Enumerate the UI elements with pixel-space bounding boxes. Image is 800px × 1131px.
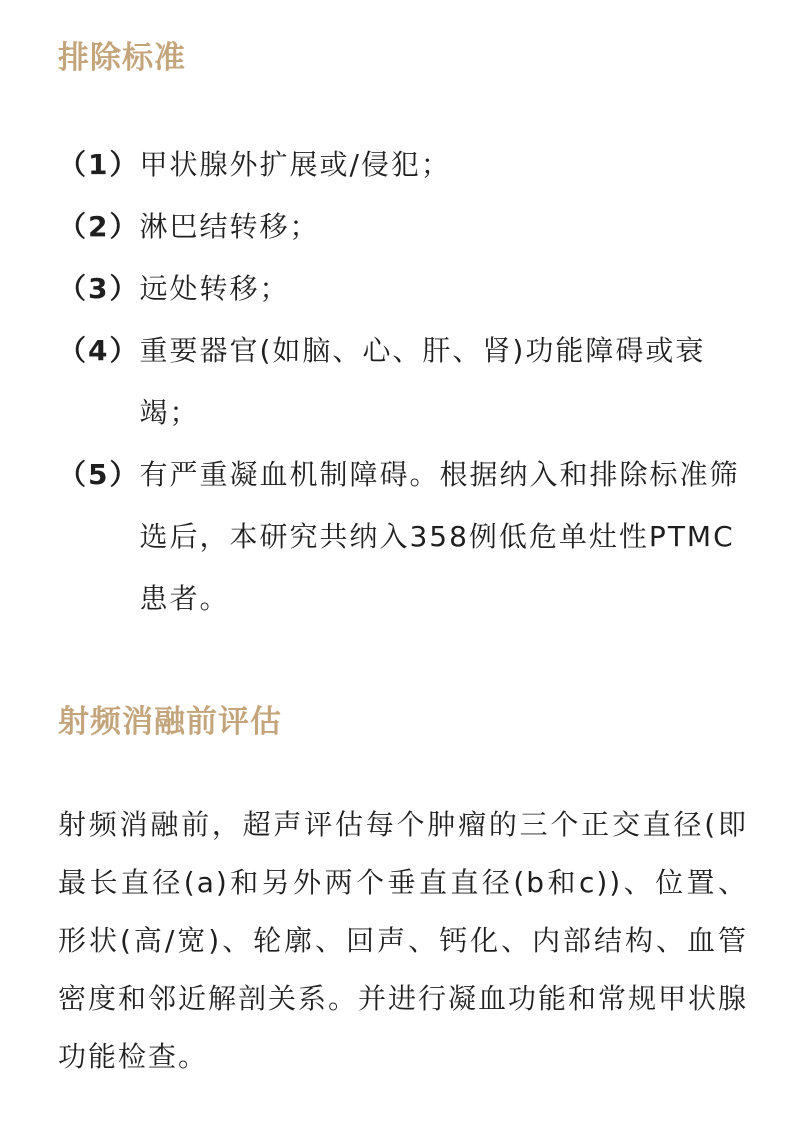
list-item-number: （1） <box>58 148 140 181</box>
list-item-text: 重要器官(如脑、心、肝、肾)功能障碍或衰竭； <box>139 334 706 429</box>
exclusion-criteria-list <box>58 134 748 630</box>
list-item <box>58 196 748 258</box>
list-item-number: （4） <box>58 334 140 367</box>
list-item-text: 淋巴结转移； <box>139 210 320 243</box>
section-title-pre-ablation-assessment: 射频消融前评估 <box>58 704 282 740</box>
list-item-text: 有严重凝血机制障碍。根据纳入和排除标准筛选后，本研究共纳入358例低危单灶性PTMC患者。 <box>139 458 740 615</box>
list-item-number: （3） <box>58 272 140 305</box>
list-item-number: （2） <box>58 210 140 243</box>
list-item-text: 甲状腺外扩展或/侵犯； <box>139 148 451 181</box>
list-item-text: 远处转移； <box>139 272 290 305</box>
list-item <box>58 258 748 320</box>
pre-ablation-paragraph: 射频消融前，超声评估每个肿瘤的三个正交直径(即最长直径(a)和另外两个垂直直径(b和c))、位置、形状(高/宽)、轮廓、回声、钙化、内部结构、血管密度和邻近解剖关系。并进行凝血功能和常规甲状腺功能检查。 <box>58 808 749 1073</box>
section-title-exclusion-criteria: 排除标准 <box>58 40 186 76</box>
list-item <box>58 134 748 196</box>
list-item-number: （5） <box>58 458 140 491</box>
list-item <box>58 444 748 630</box>
list-item <box>58 320 748 444</box>
